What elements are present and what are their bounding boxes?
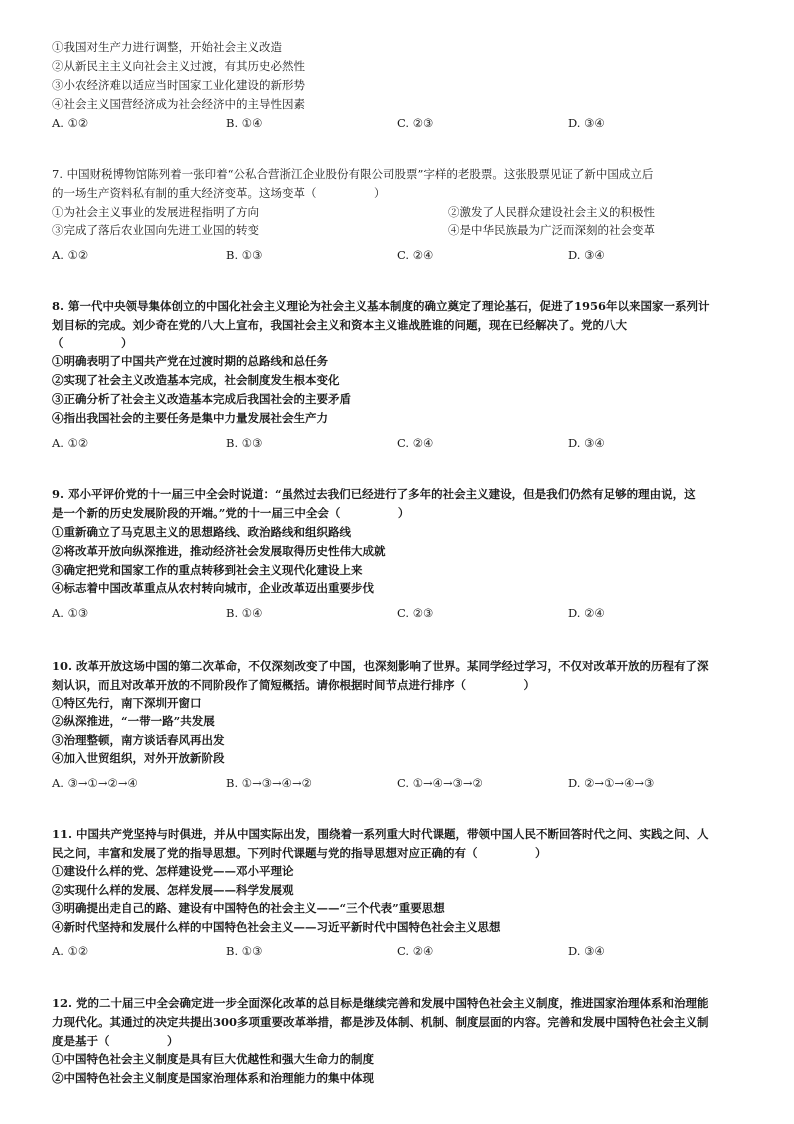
q6-item-3: ③小农经济难以适应当时国家工业化建设的新形势 — [52, 78, 305, 92]
q12-stem-line-3: 度是基于（ ） — [52, 1034, 179, 1048]
q8-option-a: A. ①② — [52, 436, 89, 450]
q10-stem-line-2: 刻认识，而且对改革开放的不同阶段作了简短概括。请你根据时间节点进行排序（ ） — [52, 678, 535, 692]
q7-stem-line-1: 7. 中国财税博物馆陈列着一张印着“公私合营浙江企业股份有限公司股票”字样的老股票。这张股票见证了新中国成立后 — [52, 167, 654, 181]
q10-item-1: ①特区先行，南下深圳开窗口 — [52, 696, 202, 710]
q9-item-3: ③确定把党和国家工作的重点转移到社会主义现代化建设上来 — [52, 563, 363, 577]
q9-item-4: ④标志着中国改革重点从农村转向城市，企业改革迈出重要步伐 — [52, 581, 374, 595]
q8-stem-line-3: （ ） — [52, 336, 133, 350]
q6-option-c: C. ②③ — [397, 116, 434, 130]
q10-stem-line-1: 10. 改革开放这场中国的第二次革命，不仅深刻改变了中国，也深刻影响了世界。某同学经过学习，不仅对改革开放的历程有了深 — [52, 659, 709, 673]
q6-item-4: ④社会主义国营经济成为社会经济中的主导性因素 — [52, 97, 305, 111]
q9-item-1: ①重新确立了马克思主义的思想路线、政治路线和组织路线 — [52, 525, 351, 539]
q11-stem-line-1: 11. 中国共产党坚持与时俱进，并从中国实际出发，围绕着一系列重大时代课题，带领中国人民不断回答时代之问、实践之问、人 — [52, 827, 709, 841]
q8-item-1: ①明确表明了中国共产党在过渡时期的总路线和总任务 — [52, 354, 328, 368]
q7-option-d: D. ③④ — [568, 248, 605, 262]
q12-stem-line-1: 12. 党的二十届三中全会确定进一步全面深化改革的总目标是继续完善和发展中国特色社会主义制度，推进国家治理体系和治理能 — [52, 996, 709, 1010]
q10-option-d: D. ②→①→④→③ — [568, 776, 655, 790]
q9-option-b: B. ①④ — [226, 606, 263, 620]
q10-option-c: C. ①→④→③→② — [397, 776, 483, 790]
q11-option-b: B. ①③ — [226, 944, 263, 958]
q10-item-4: ④加入世贸组织，对外开放新阶段 — [52, 751, 225, 765]
q8-option-d: D. ③④ — [568, 436, 605, 450]
q11-option-a: A. ①② — [52, 944, 89, 958]
q12-item-1: ①中国特色社会主义制度是具有巨大优越性和强大生命力的制度 — [52, 1052, 374, 1066]
q10-item-2: ②纵深推进，“一带一路”共发展 — [52, 714, 215, 728]
q8-item-2: ②实现了社会主义改造基本完成，社会制度发生根本变化 — [52, 373, 340, 387]
q6-item-2: ②从新民主主义向社会主义过渡，有其历史必然性 — [52, 59, 305, 73]
q7-item-3: ③完成了落后农业国向先进工业国的转变 — [52, 223, 259, 237]
q8-item-3: ③正确分析了社会主义改造基本完成后我国社会的主要矛盾 — [52, 392, 351, 406]
q8-stem-line-2: 划目标的完成。刘少奇在党的八大上宣布，我国社会主义和资本主义谁战胜谁的问题，现在已经解决了。党的八大 — [52, 318, 627, 332]
q7-stem-line-2: 的一场生产资料私有制的重大经济变革。这场变革（ ） — [52, 186, 386, 200]
q10-option-a: A. ③→①→②→④ — [52, 776, 138, 790]
q7-item-1: ①为社会主义事业的发展进程指明了方向 — [52, 205, 259, 219]
q6-item-1: ①我国对生产力进行调整，开始社会主义改造 — [52, 40, 282, 54]
q11-item-4: ④新时代坚持和发展什么样的中国特色社会主义——习近平新时代中国特色社会主义思想 — [52, 920, 501, 934]
q9-stem-line-1: 9. 邓小平评价党的十一届三中全会时说道：“虽然过去我们已经进行了多年的社会主义建设，但是我们仍然有足够的理由说，这 — [52, 487, 696, 501]
q12-item-2: ②中国特色社会主义制度是国家治理体系和治理能力的集中体现 — [52, 1071, 374, 1085]
q8-option-b: B. ①③ — [226, 436, 263, 450]
q8-option-c: C. ②④ — [397, 436, 434, 450]
q9-option-d: D. ②④ — [568, 606, 605, 620]
q11-option-d: D. ③④ — [568, 944, 605, 958]
q7-item-4: ④是中华民族最为广泛而深刻的社会变革 — [448, 223, 655, 237]
q11-option-c: C. ②④ — [397, 944, 434, 958]
q9-stem-line-2: 是一个新的历史发展阶段的开端。”党的十一届三中全会（ ） — [52, 506, 410, 520]
q11-item-2: ②实现什么样的发展、怎样发展——科学发展观 — [52, 883, 294, 897]
q11-item-3: ③明确提出走自己的路、建设有中国特色的社会主义——“三个代表”重要思想 — [52, 901, 445, 915]
q11-item-1: ①建设什么样的党、怎样建设党——邓小平理论 — [52, 864, 294, 878]
q9-option-c: C. ②③ — [397, 606, 434, 620]
q7-item-2: ②激发了人民群众建设社会主义的积极性 — [448, 205, 655, 219]
q6-option-b: B. ①④ — [226, 116, 263, 130]
q12-stem-line-2: 力现代化。其通过的决定共提出300多项重要改革举措，都是涉及体制、机制、制度层面的内容。完善和发展中国特色社会主义制 — [52, 1015, 709, 1029]
q7-option-c: C. ②④ — [397, 248, 434, 262]
q8-item-4: ④指出我国社会的主要任务是集中力量发展社会生产力 — [52, 411, 328, 425]
q6-option-a: A. ①② — [52, 116, 89, 130]
q10-item-3: ③治理整顿，南方谈话春风再出发 — [52, 733, 225, 747]
q7-option-b: B. ①③ — [226, 248, 263, 262]
q6-option-d: D. ③④ — [568, 116, 605, 130]
q7-option-a: A. ①② — [52, 248, 89, 262]
q11-stem-line-2: 民之问，丰富和发展了党的指导思想。下列时代课题与党的指导思想对应正确的有（ ） — [52, 846, 547, 860]
q10-option-b: B. ①→③→④→② — [226, 776, 312, 790]
q8-stem-line-1: 8. 第一代中央领导集体创立的中国化社会主义理论为社会主义基本制度的确立奠定了理论基石，促进了1956年以来国家一系列计 — [52, 299, 710, 313]
q9-item-2: ②将改革开放向纵深推进，推动经济社会发展取得历史性伟大成就 — [52, 544, 386, 558]
q9-option-a: A. ①③ — [52, 606, 89, 620]
